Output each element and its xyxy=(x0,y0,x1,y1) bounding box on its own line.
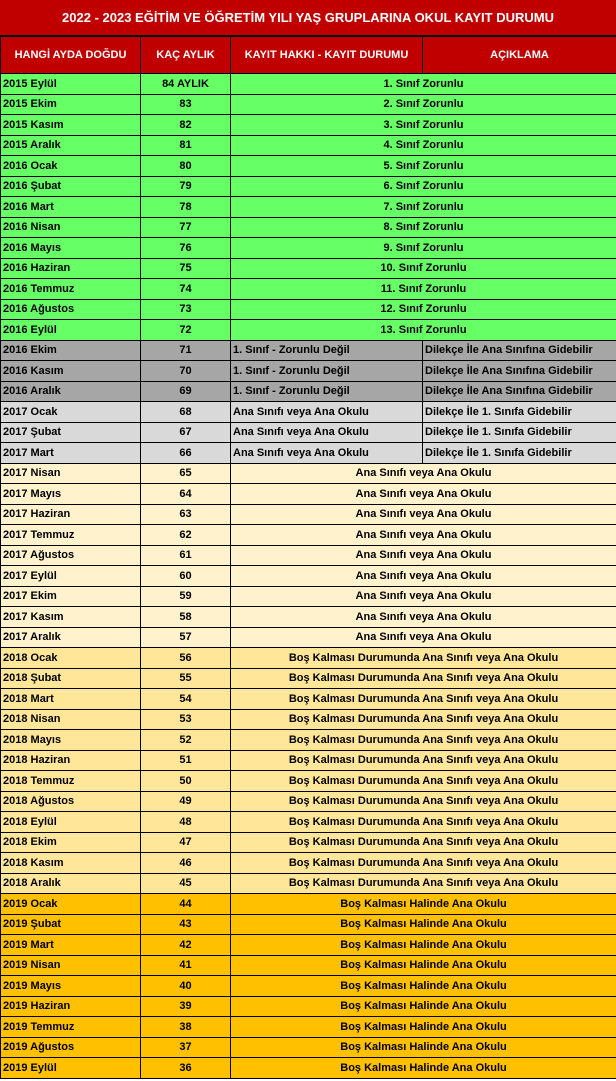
birth-month-cell: 2018 Nisan xyxy=(1,709,141,730)
status-cell: Boş Kalması Durumunda Ana Sınıfı veya Ana Okulu xyxy=(231,730,616,751)
status-cell: 11. Sınıf Zorunlu xyxy=(231,279,616,300)
age-months-cell: 58 xyxy=(141,607,231,628)
status-cell: Boş Kalması Durumunda Ana Sınıfı veya Ana Okulu xyxy=(231,853,616,874)
status-cell: 6. Sınıf Zorunlu xyxy=(231,176,616,197)
birth-month-cell: 2017 Ekim xyxy=(1,586,141,607)
table-row xyxy=(1,914,616,935)
status-cell: Ana Sınıfı veya Ana Okulu xyxy=(231,443,423,464)
header-enrollment-status: KAYIT HAKKI - KAYIT DURUMU xyxy=(231,37,423,74)
birth-month-cell: 2018 Haziran xyxy=(1,750,141,771)
age-months-cell: 42 xyxy=(141,935,231,956)
birth-month-cell: 2016 Kasım xyxy=(1,361,141,382)
status-cell: Ana Sınıfı veya Ana Okulu xyxy=(231,422,423,443)
status-cell: Boş Kalması Halinde Ana Okulu xyxy=(231,1037,616,1058)
table-row xyxy=(1,812,616,833)
status-cell: Ana Sınıfı veya Ana Okulu xyxy=(231,586,616,607)
status-cell: Boş Kalması Halinde Ana Okulu xyxy=(231,935,616,956)
age-months-cell: 71 xyxy=(141,340,231,361)
birth-month-cell: 2016 Eylül xyxy=(1,320,141,341)
birth-month-cell: 2019 Temmuz xyxy=(1,1017,141,1038)
status-cell: 12. Sınıf Zorunlu xyxy=(231,299,616,320)
table-row xyxy=(1,484,616,505)
table-row xyxy=(1,586,616,607)
age-months-cell: 57 xyxy=(141,627,231,648)
status-cell: Ana Sınıfı veya Ana Okulu xyxy=(231,463,616,484)
status-cell: Ana Sınıfı veya Ana Okulu xyxy=(231,402,423,423)
status-cell: Boş Kalması Halinde Ana Okulu xyxy=(231,1017,616,1038)
birth-month-cell: 2018 Mart xyxy=(1,689,141,710)
age-months-cell: 37 xyxy=(141,1037,231,1058)
birth-month-cell: 2017 Kasım xyxy=(1,607,141,628)
table-row xyxy=(1,299,616,320)
table-row xyxy=(1,853,616,874)
age-months-cell: 68 xyxy=(141,402,231,423)
birth-month-cell: 2018 Mayıs xyxy=(1,730,141,751)
table-row xyxy=(1,402,616,423)
table-row xyxy=(1,996,616,1017)
status-cell: Boş Kalması Durumunda Ana Sınıfı veya Ana Okulu xyxy=(231,750,616,771)
birth-month-cell: 2016 Ekim xyxy=(1,340,141,361)
table-row xyxy=(1,135,616,156)
status-cell: Ana Sınıfı veya Ana Okulu xyxy=(231,504,616,525)
table-row xyxy=(1,771,616,792)
table-row xyxy=(1,832,616,853)
birth-month-cell: 2016 Aralık xyxy=(1,381,141,402)
age-months-cell: 39 xyxy=(141,996,231,1017)
birth-month-cell: 2019 Haziran xyxy=(1,996,141,1017)
birth-month-cell: 2019 Eylül xyxy=(1,1058,141,1079)
table-row xyxy=(1,935,616,956)
table-row xyxy=(1,627,616,648)
table-row xyxy=(1,873,616,894)
description-cell: Dilekçe İle 1. Sınıfa Gidebilir xyxy=(423,443,616,464)
header-age-months: KAÇ AYLIK xyxy=(141,37,231,74)
age-months-cell: 83 xyxy=(141,94,231,115)
age-months-cell: 70 xyxy=(141,361,231,382)
birth-month-cell: 2017 Temmuz xyxy=(1,525,141,546)
table-row xyxy=(1,217,616,238)
status-cell: 2. Sınıf Zorunlu xyxy=(231,94,616,115)
table-row xyxy=(1,504,616,525)
birth-month-cell: 2017 Ocak xyxy=(1,402,141,423)
birth-month-cell: 2018 Ocak xyxy=(1,648,141,669)
table-row xyxy=(1,258,616,279)
table-row xyxy=(1,1058,616,1079)
age-months-cell: 63 xyxy=(141,504,231,525)
age-months-cell: 84 AYLIK xyxy=(141,74,231,95)
table-row xyxy=(1,545,616,566)
birth-month-cell: 2016 Mayıs xyxy=(1,238,141,259)
table-row xyxy=(1,443,616,464)
age-months-cell: 38 xyxy=(141,1017,231,1038)
enrollment-table xyxy=(0,36,616,1079)
status-cell: Ana Sınıfı veya Ana Okulu xyxy=(231,566,616,587)
status-cell: Ana Sınıfı veya Ana Okulu xyxy=(231,484,616,505)
age-months-cell: 48 xyxy=(141,812,231,833)
status-cell: 3. Sınıf Zorunlu xyxy=(231,115,616,136)
birth-month-cell: 2018 Ağustos xyxy=(1,791,141,812)
status-cell: Ana Sınıfı veya Ana Okulu xyxy=(231,545,616,566)
birth-month-cell: 2017 Şubat xyxy=(1,422,141,443)
status-cell: Ana Sınıfı veya Ana Okulu xyxy=(231,607,616,628)
age-months-cell: 77 xyxy=(141,217,231,238)
table-row xyxy=(1,94,616,115)
birth-month-cell: 2016 Temmuz xyxy=(1,279,141,300)
header-birth-month: HANGİ AYDA DOĞDU xyxy=(1,37,141,74)
status-cell: Boş Kalması Halinde Ana Okulu xyxy=(231,914,616,935)
birth-month-cell: 2015 Ekim xyxy=(1,94,141,115)
table-row xyxy=(1,463,616,484)
age-months-cell: 64 xyxy=(141,484,231,505)
table-row xyxy=(1,648,616,669)
age-months-cell: 47 xyxy=(141,832,231,853)
status-cell: Boş Kalması Halinde Ana Okulu xyxy=(231,955,616,976)
age-months-cell: 65 xyxy=(141,463,231,484)
table-row xyxy=(1,422,616,443)
age-months-cell: 75 xyxy=(141,258,231,279)
birth-month-cell: 2016 Şubat xyxy=(1,176,141,197)
birth-month-cell: 2019 Mart xyxy=(1,935,141,956)
birth-month-cell: 2018 Temmuz xyxy=(1,771,141,792)
status-cell: Ana Sınıfı veya Ana Okulu xyxy=(231,525,616,546)
table-row xyxy=(1,197,616,218)
status-cell: Boş Kalması Durumunda Ana Sınıfı veya Ana Okulu xyxy=(231,812,616,833)
age-months-cell: 73 xyxy=(141,299,231,320)
age-months-cell: 36 xyxy=(141,1058,231,1079)
status-cell: 1. Sınıf - Zorunlu Değil xyxy=(231,361,423,382)
status-cell: Boş Kalması Halinde Ana Okulu xyxy=(231,996,616,1017)
description-cell: Dilekçe İle 1. Sınıfa Gidebilir xyxy=(423,422,616,443)
table-row xyxy=(1,668,616,689)
status-cell: Boş Kalması Halinde Ana Okulu xyxy=(231,894,616,915)
birth-month-cell: 2016 Nisan xyxy=(1,217,141,238)
table-body xyxy=(1,74,616,1079)
age-months-cell: 82 xyxy=(141,115,231,136)
table-row xyxy=(1,156,616,177)
status-cell: Boş Kalması Durumunda Ana Sınıfı veya Ana Okulu xyxy=(231,873,616,894)
age-months-cell: 62 xyxy=(141,525,231,546)
page-title: 2022 - 2023 EĞİTİM VE ÖĞRETİM YILI YAŞ GRUPLARINA OKUL KAYIT DURUMU xyxy=(0,0,616,36)
table-row xyxy=(1,607,616,628)
table-row xyxy=(1,320,616,341)
table-row xyxy=(1,340,616,361)
age-months-cell: 49 xyxy=(141,791,231,812)
age-months-cell: 76 xyxy=(141,238,231,259)
birth-month-cell: 2019 Mayıs xyxy=(1,976,141,997)
table-row xyxy=(1,74,616,95)
table-header-row xyxy=(1,37,616,74)
birth-month-cell: 2016 Haziran xyxy=(1,258,141,279)
table-row xyxy=(1,566,616,587)
birth-month-cell: 2017 Ağustos xyxy=(1,545,141,566)
table-row xyxy=(1,791,616,812)
age-months-cell: 54 xyxy=(141,689,231,710)
birth-month-cell: 2017 Mayıs xyxy=(1,484,141,505)
table-row xyxy=(1,176,616,197)
birth-month-cell: 2015 Aralık xyxy=(1,135,141,156)
birth-month-cell: 2018 Şubat xyxy=(1,668,141,689)
table-row xyxy=(1,115,616,136)
status-cell: Boş Kalması Halinde Ana Okulu xyxy=(231,1058,616,1079)
status-cell: 1. Sınıf Zorunlu xyxy=(231,74,616,95)
birth-month-cell: 2015 Eylül xyxy=(1,74,141,95)
age-months-cell: 59 xyxy=(141,586,231,607)
table-row xyxy=(1,279,616,300)
status-cell: Boş Kalması Durumunda Ana Sınıfı veya Ana Okulu xyxy=(231,689,616,710)
birth-month-cell: 2017 Mart xyxy=(1,443,141,464)
age-months-cell: 60 xyxy=(141,566,231,587)
status-cell: Boş Kalması Durumunda Ana Sınıfı veya Ana Okulu xyxy=(231,668,616,689)
birth-month-cell: 2017 Nisan xyxy=(1,463,141,484)
table-row xyxy=(1,361,616,382)
table-row xyxy=(1,730,616,751)
status-cell: Ana Sınıfı veya Ana Okulu xyxy=(231,627,616,648)
age-months-cell: 72 xyxy=(141,320,231,341)
status-cell: 13. Sınıf Zorunlu xyxy=(231,320,616,341)
table-row xyxy=(1,381,616,402)
status-cell: 1. Sınıf - Zorunlu Değil xyxy=(231,340,423,361)
age-months-cell: 67 xyxy=(141,422,231,443)
age-months-cell: 53 xyxy=(141,709,231,730)
age-months-cell: 44 xyxy=(141,894,231,915)
age-months-cell: 61 xyxy=(141,545,231,566)
status-cell: 9. Sınıf Zorunlu xyxy=(231,238,616,259)
age-months-cell: 80 xyxy=(141,156,231,177)
age-months-cell: 51 xyxy=(141,750,231,771)
age-months-cell: 78 xyxy=(141,197,231,218)
table-row xyxy=(1,525,616,546)
age-months-cell: 66 xyxy=(141,443,231,464)
birth-month-cell: 2019 Nisan xyxy=(1,955,141,976)
status-cell: 4. Sınıf Zorunlu xyxy=(231,135,616,156)
age-months-cell: 52 xyxy=(141,730,231,751)
status-cell: Boş Kalması Durumunda Ana Sınıfı veya Ana Okulu xyxy=(231,771,616,792)
birth-month-cell: 2019 Şubat xyxy=(1,914,141,935)
table-row xyxy=(1,689,616,710)
birth-month-cell: 2017 Haziran xyxy=(1,504,141,525)
birth-month-cell: 2018 Kasım xyxy=(1,853,141,874)
birth-month-cell: 2018 Ekim xyxy=(1,832,141,853)
birth-month-cell: 2019 Ocak xyxy=(1,894,141,915)
birth-month-cell: 2018 Eylül xyxy=(1,812,141,833)
age-months-cell: 79 xyxy=(141,176,231,197)
table-row xyxy=(1,709,616,730)
description-cell: Dilekçe İle Ana Sınıfına Gidebilir xyxy=(423,381,616,402)
birth-month-cell: 2015 Kasım xyxy=(1,115,141,136)
birth-month-cell: 2016 Ağustos xyxy=(1,299,141,320)
status-cell: Boş Kalması Durumunda Ana Sınıfı veya Ana Okulu xyxy=(231,832,616,853)
age-months-cell: 45 xyxy=(141,873,231,894)
birth-month-cell: 2018 Aralık xyxy=(1,873,141,894)
age-months-cell: 81 xyxy=(141,135,231,156)
description-cell: Dilekçe İle Ana Sınıfına Gidebilir xyxy=(423,340,616,361)
age-months-cell: 46 xyxy=(141,853,231,874)
birth-month-cell: 2016 Ocak xyxy=(1,156,141,177)
birth-month-cell: 2016 Mart xyxy=(1,197,141,218)
age-months-cell: 69 xyxy=(141,381,231,402)
status-cell: Boş Kalması Durumunda Ana Sınıfı veya Ana Okulu xyxy=(231,709,616,730)
header-description: AÇIKLAMA xyxy=(423,37,616,74)
table-row xyxy=(1,894,616,915)
status-cell: 8. Sınıf Zorunlu xyxy=(231,217,616,238)
age-months-cell: 43 xyxy=(141,914,231,935)
age-months-cell: 40 xyxy=(141,976,231,997)
age-months-cell: 50 xyxy=(141,771,231,792)
status-cell: Boş Kalması Durumunda Ana Sınıfı veya Ana Okulu xyxy=(231,648,616,669)
table-row xyxy=(1,1037,616,1058)
status-cell: 5. Sınıf Zorunlu xyxy=(231,156,616,177)
table-row xyxy=(1,1017,616,1038)
status-cell: Boş Kalması Durumunda Ana Sınıfı veya Ana Okulu xyxy=(231,791,616,812)
description-cell: Dilekçe İle Ana Sınıfına Gidebilir xyxy=(423,361,616,382)
age-months-cell: 41 xyxy=(141,955,231,976)
age-months-cell: 74 xyxy=(141,279,231,300)
birth-month-cell: 2017 Eylül xyxy=(1,566,141,587)
status-cell: 1. Sınıf - Zorunlu Değil xyxy=(231,381,423,402)
status-cell: 7. Sınıf Zorunlu xyxy=(231,197,616,218)
birth-month-cell: 2017 Aralık xyxy=(1,627,141,648)
status-cell: 10. Sınıf Zorunlu xyxy=(231,258,616,279)
description-cell: Dilekçe İle 1. Sınıfa Gidebilir xyxy=(423,402,616,423)
table-row xyxy=(1,238,616,259)
birth-month-cell: 2019 Ağustos xyxy=(1,1037,141,1058)
age-months-cell: 55 xyxy=(141,668,231,689)
table-row xyxy=(1,955,616,976)
status-cell: Boş Kalması Halinde Ana Okulu xyxy=(231,976,616,997)
age-months-cell: 56 xyxy=(141,648,231,669)
table-row xyxy=(1,750,616,771)
table-row xyxy=(1,976,616,997)
